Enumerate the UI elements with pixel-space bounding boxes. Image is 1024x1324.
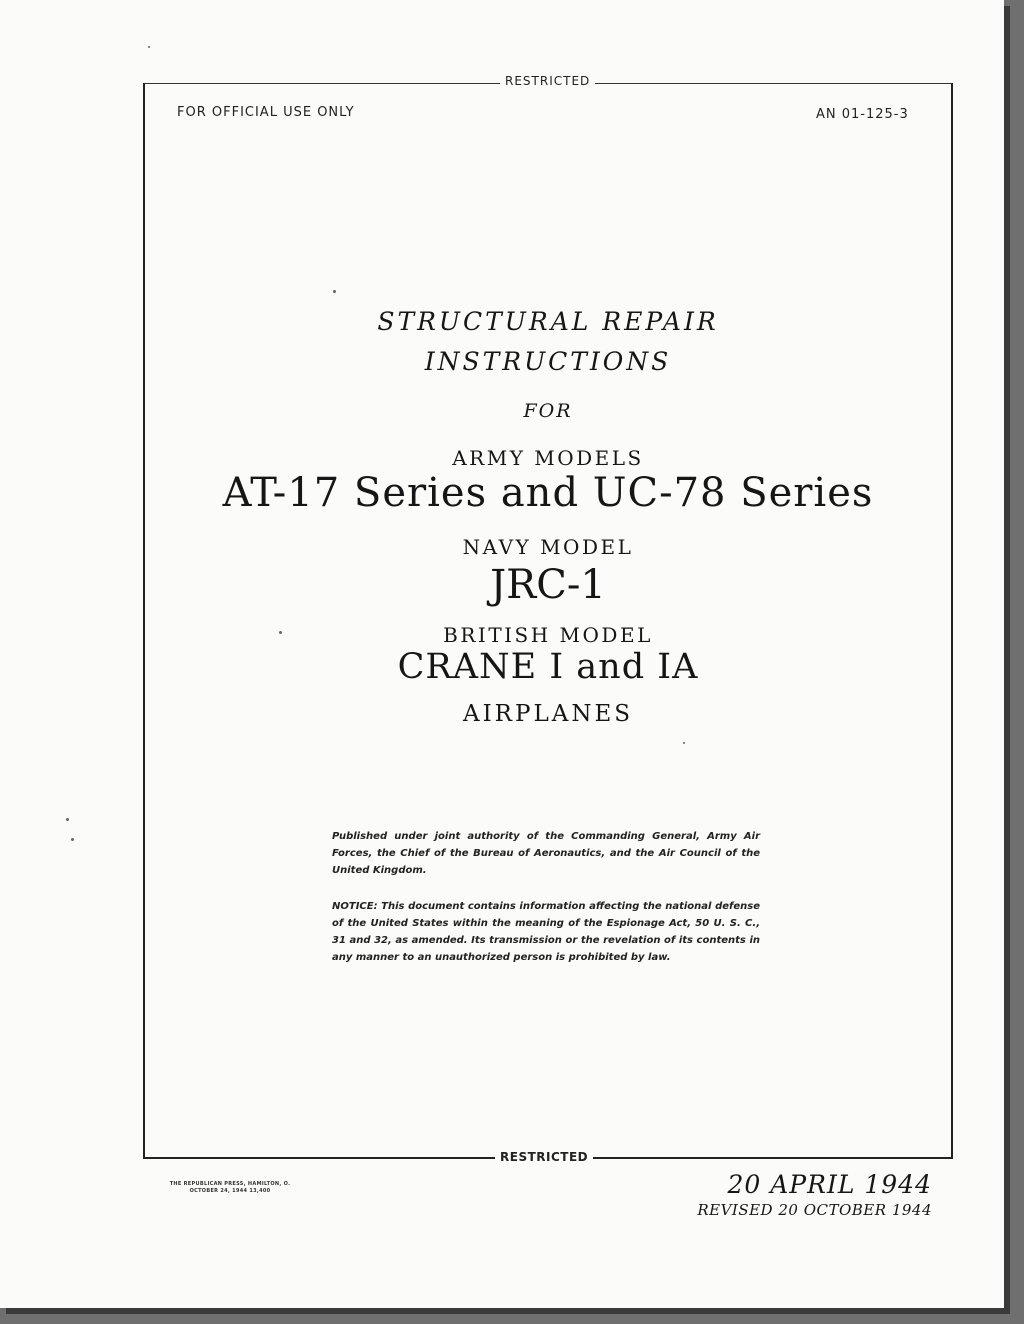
scan-speck	[71, 838, 74, 841]
aircraft-type: AIRPLANES	[462, 701, 634, 727]
british-model-label: BRITISH MODEL	[443, 623, 653, 647]
document-number: AN 01-125-3	[816, 107, 909, 122]
official-use-label: FOR OFFICIAL USE ONLY	[177, 105, 355, 120]
notice-paragraph: NOTICE: This document contains information affecting the national defense of the United States within the meaning of the Espionage Act, 50 U. S. C., 31 and 32, as amended. Its transmission or the revelation of its contents in any manner to an unauthorized person is prohibited by law.	[332, 901, 760, 963]
title-line-1: STRUCTURAL REPAIR	[377, 307, 719, 336]
authority-paragraph: Published under joint authority of the Commanding General, Army Air Forces, the Chief of the Bureau of Aeronautics, and the Air Council of the United Kingdom.	[332, 831, 760, 876]
scan-speck	[148, 46, 150, 48]
title-for: FOR	[523, 400, 573, 422]
scan-speck	[333, 290, 336, 293]
printer-imprint	[140, 1181, 320, 1195]
navy-model: JRC-1	[490, 562, 606, 608]
scan-speck	[279, 631, 282, 634]
title-line-2: INSTRUCTIONS	[424, 347, 672, 376]
scan-speck	[683, 742, 685, 744]
page-border	[143, 83, 953, 1159]
publication-date: 20 APRIL 1944	[727, 1170, 932, 1199]
printer-line-1: THE REPUBLICAN PRESS, HAMILTON, O.	[169, 1181, 291, 1187]
classification-top: RESTRICTED	[500, 74, 595, 88]
classification-bottom: RESTRICTED	[495, 1150, 593, 1164]
navy-model-label: NAVY MODEL	[462, 535, 634, 559]
army-models-label: ARMY MODELS	[452, 446, 644, 470]
revision-date: REVISED 20 OCTOBER 1944	[697, 1201, 932, 1219]
printer-line-2: OCTOBER 24, 1944 13,400	[189, 1188, 271, 1194]
scan-speck	[66, 818, 69, 821]
army-models: AT-17 Series and UC-78 Series	[222, 470, 874, 516]
british-model: CRANE I and IA	[397, 647, 699, 687]
